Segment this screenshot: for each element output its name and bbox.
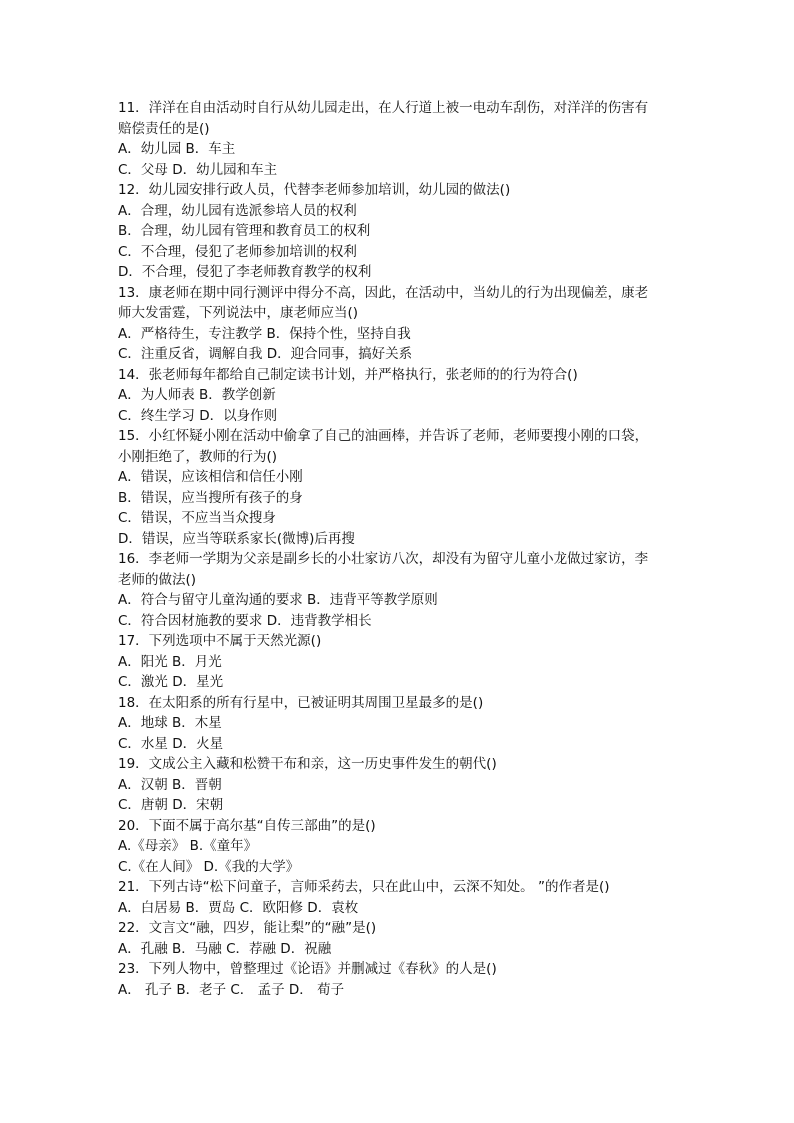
text-line: C．注重反省，调解自我 D．迎合同事，搞好关系 <box>118 346 413 362</box>
text-line: D．错误，应当等联系家长(微博)后再搜 <box>118 530 355 547</box>
text-line: D．不合理，侵犯了李老师教育教学的权利 <box>118 264 372 280</box>
text-line: 老师的做法() <box>118 571 197 588</box>
text-line: C．错误，不应当当众搜身 <box>118 510 276 526</box>
text-line: C．激光 D．星光 <box>118 674 224 690</box>
text-line: A．错误，应该相信和信任小刚 <box>118 469 303 485</box>
text-line: A． 孔子 B．老子 C． 孟子 D． 荀子 <box>118 981 345 998</box>
text-line: A．为人师表 B．教学创新 <box>118 387 276 403</box>
text-line: 22．文言文“融，四岁，能让梨”的“融”是() <box>118 920 377 936</box>
text-line: 11．洋洋在自由活动时自行从幼儿园走出，在人行道上被一电动车刮伤，对洋洋的伤害有 <box>118 100 649 116</box>
document-page <box>118 98 678 1000</box>
text-line: C．水星 D．火星 <box>118 735 224 752</box>
text-line: 17．下列选项中不属于天然光源() <box>118 633 322 649</box>
text-line: 13．康老师在期中同行测评中得分不高，因此，在活动中，当幼儿的行为出现偏差，康老 <box>118 284 649 301</box>
text-line: C．符合因材施教的要求 D．违背教学相长 <box>118 612 372 629</box>
text-line: B．错误，应当搜所有孩子的身 <box>118 489 303 506</box>
text-line: 14．张老师每年都给自己制定读书计划，并严格执行，张老师的的行为符合() <box>118 366 578 383</box>
text-line: A．符合与留守儿童沟通的要求 B．违背平等教学原则 <box>118 592 438 608</box>
text-line: A．白居易 B．贾岛 C．欧阳修 D．袁枚 <box>118 899 359 916</box>
text-line: 23．下列人物中，曾整理过《论语》并删减过《春秋》的人是() <box>118 961 497 977</box>
text-line: 16．李老师一学期为父亲是副乡长的小壮家访八次，却没有为留守儿童小龙做过家访，李 <box>118 551 649 567</box>
text-line: C．唐朝 D．宋朝 <box>118 797 224 813</box>
text-line: 18．在太阳系的所有行星中，已被证明其周围卫星最多的是() <box>118 694 484 711</box>
text-line: 21．下列古诗“松下问童子，言师采药去，只在此山中，云深不知处。 ”的作者是() <box>118 879 610 895</box>
text-line: C．终生学习 D．以身作则 <box>118 407 278 424</box>
text-line: A．严格待生，专注教学 B．保持个性，坚持自我 <box>118 325 411 342</box>
text-line: A．幼儿园 B．车主 <box>118 141 236 157</box>
text-line: 19．文成公主入藏和松赞干布和亲，这一历史事件发生的朝代() <box>118 756 497 772</box>
text-line: 师大发雷霆，下列说法中，康老师应当() <box>118 305 359 321</box>
text-line: 20．下面不属于高尔基“自传三部曲”的是() <box>118 817 376 834</box>
text-line: 赔偿责任的是() <box>118 120 210 137</box>
text-line: 15．小红怀疑小刚在活动中偷拿了自己的油画棒，并告诉了老师，老师要搜小刚的口袋， <box>118 428 649 444</box>
text-line: A．合理，幼儿园有选派参培人员的权利 <box>118 202 357 219</box>
text-line: A．汉朝 B．晋朝 <box>118 776 222 793</box>
text-line: A．阳光 B．月光 <box>118 653 222 670</box>
text-line: C.《在人间》 D.《我的大学》 <box>118 858 300 875</box>
text-line: A．地球 B．木星 <box>118 715 222 731</box>
text-line: A．孔融 B．马融 C．荐融 D．祝融 <box>118 940 332 957</box>
text-line: 12．幼儿园安排行政人员，代替李老师参加培训，幼儿园的做法() <box>118 182 511 198</box>
text-line: A.《母亲》 B.《童年》 <box>118 838 258 854</box>
text-line: C．父母 D．幼儿园和车主 <box>118 161 278 178</box>
text-line: B．合理，幼儿园有管理和教育员工的权利 <box>118 223 371 239</box>
text-line: 小刚拒绝了，教师的行为() <box>118 448 278 465</box>
text-line: C．不合理，侵犯了老师参加培训的权利 <box>118 243 357 260</box>
